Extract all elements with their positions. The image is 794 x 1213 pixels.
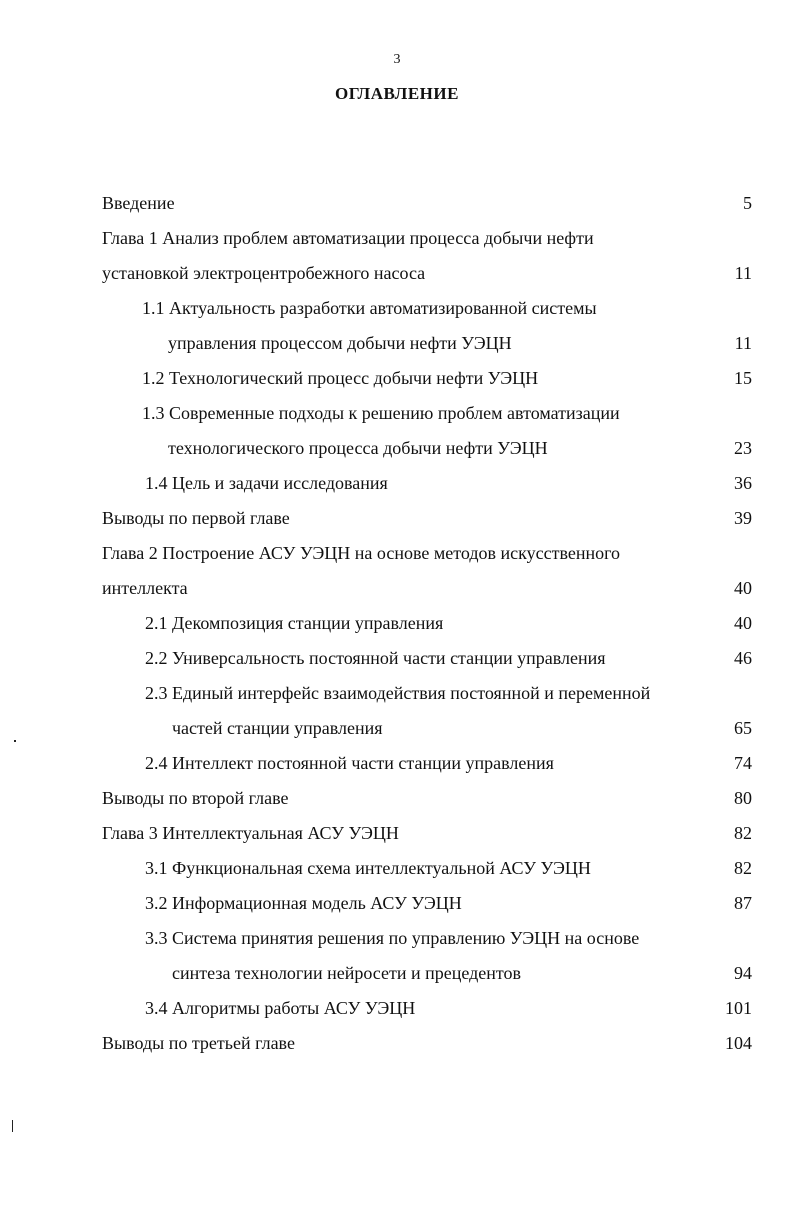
toc-entry xyxy=(0,396,794,431)
toc-entry xyxy=(0,361,794,396)
toc-entry-title: установкой электроцентробежного насоса xyxy=(102,263,426,283)
toc-entry-page: 74 xyxy=(734,753,752,773)
toc-entry-page: 15 xyxy=(734,368,752,388)
toc-entry xyxy=(0,221,794,256)
toc-entry-title: Выводы по третьей главе xyxy=(102,1033,295,1053)
toc-entry-title: 1.4 Цель и задачи исследования xyxy=(145,473,388,493)
table-of-contents xyxy=(0,186,794,1061)
toc-entry-title: 2.2 Универсальность постоянной части станции управления xyxy=(145,648,606,668)
toc-entry-page: 39 xyxy=(734,508,752,528)
toc-entry xyxy=(0,781,794,816)
toc-entry-title: 2.4 Интеллект постоянной части станции управления xyxy=(145,753,554,773)
toc-entry xyxy=(0,991,794,1026)
toc-entry-page: 94 xyxy=(734,963,752,983)
toc-entry-title: 1.1 Актуальность разработки автоматизированной системы xyxy=(142,298,597,318)
toc-entry-title: управления процессом добычи нефти УЭЦН xyxy=(168,333,512,353)
toc-entry-page: 82 xyxy=(734,858,752,878)
toc-entry xyxy=(0,466,794,501)
toc-entry xyxy=(0,851,794,886)
toc-entry-page: 36 xyxy=(734,473,752,493)
toc-entry xyxy=(0,291,794,326)
page-title: ОГЛАВЛЕНИЕ xyxy=(335,84,459,103)
toc-entry xyxy=(0,641,794,676)
toc-entry xyxy=(0,571,794,606)
toc-entry-title: Выводы по первой главе xyxy=(102,508,290,528)
toc-entry-title: Введение xyxy=(102,193,175,213)
page-number: 3 xyxy=(393,52,401,67)
toc-entry-title: Глава 2 Построение АСУ УЭЦН на основе методов искусственного xyxy=(102,543,621,563)
toc-entry xyxy=(0,816,794,851)
toc-entry-title: 1.3 Современные подходы к решению проблем автоматизации xyxy=(142,403,620,423)
scan-artifact-dot xyxy=(14,740,16,742)
toc-entry-title: синтеза технологии нейросети и прецедентов xyxy=(172,963,522,983)
toc-entry-page: 5 xyxy=(743,193,752,213)
toc-entry-title: 2.3 Единый интерфейс взаимодействия постоянной и переменной xyxy=(145,683,651,703)
toc-entry-page: 40 xyxy=(734,613,752,633)
toc-entry xyxy=(0,711,794,746)
scan-artifact-line xyxy=(12,1120,13,1132)
toc-entry-title: 1.2 Технологический процесс добычи нефти УЭЦН xyxy=(142,368,539,388)
toc-entry-page: 101 xyxy=(725,998,752,1018)
toc-entry-page: 87 xyxy=(734,893,752,913)
toc-entry xyxy=(0,746,794,781)
toc-entry xyxy=(0,956,794,991)
toc-entry xyxy=(0,431,794,466)
toc-entry-title: Выводы по второй главе xyxy=(102,788,289,808)
toc-entry-title: 3.4 Алгоритмы работы АСУ УЭЦН xyxy=(145,998,416,1018)
toc-entry xyxy=(0,256,794,291)
toc-entry-page: 40 xyxy=(734,578,752,598)
toc-entry-title: Глава 1 Анализ проблем автоматизации процесса добычи нефти xyxy=(102,228,594,248)
toc-entry-title: Глава 3 Интеллектуальная АСУ УЭЦН xyxy=(102,823,399,843)
toc-entry xyxy=(0,606,794,641)
toc-entry-page: 65 xyxy=(734,718,752,738)
toc-entry xyxy=(0,676,794,711)
toc-entry xyxy=(0,326,794,361)
toc-entry-title: 2.1 Декомпозиция станции управления xyxy=(145,613,444,633)
toc-entry xyxy=(0,186,794,221)
toc-entry xyxy=(0,1026,794,1061)
toc-entry-title: 3.1 Функциональная схема интеллектуальной АСУ УЭЦН xyxy=(145,858,591,878)
toc-entry-title: интеллекта xyxy=(102,578,188,598)
toc-entry-page: 46 xyxy=(734,648,752,668)
toc-entry-page: 23 xyxy=(734,438,752,458)
toc-entry-title: 3.3 Система принятия решения по управлению УЭЦН на основе xyxy=(145,928,640,948)
toc-entry-title: 3.2 Информационная модель АСУ УЭЦН xyxy=(145,893,462,913)
toc-entry-title: технологического процесса добычи нефти УЭЦН xyxy=(168,438,548,458)
toc-entry xyxy=(0,921,794,956)
toc-entry-page: 11 xyxy=(734,333,752,353)
toc-entry-page: 11 xyxy=(734,263,752,283)
toc-entry xyxy=(0,501,794,536)
toc-entry-title: частей станции управления xyxy=(172,718,383,738)
toc-entry-page: 82 xyxy=(734,823,752,843)
toc-entry xyxy=(0,886,794,921)
toc-entry xyxy=(0,536,794,571)
toc-entry-page: 104 xyxy=(725,1033,752,1053)
toc-entry-page: 80 xyxy=(734,788,752,808)
